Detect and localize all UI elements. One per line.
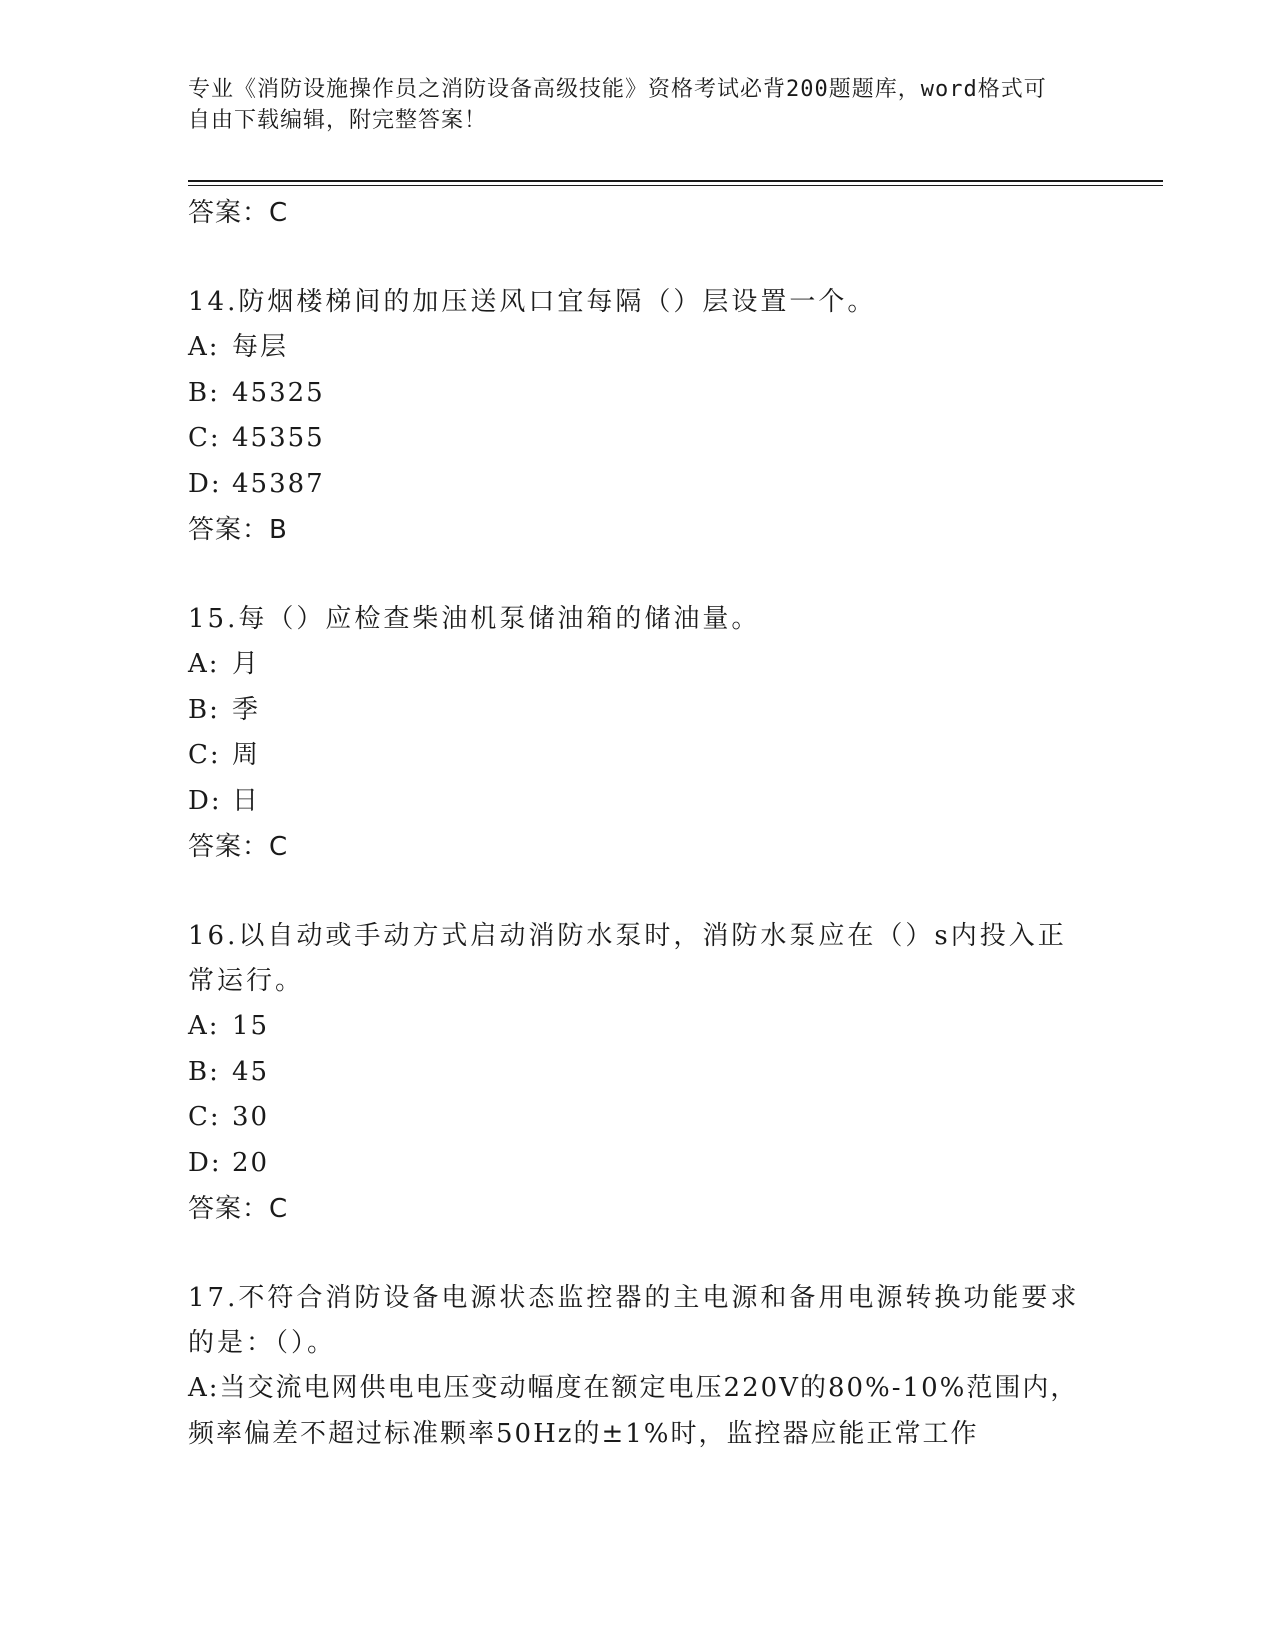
question-block (188, 280, 1088, 553)
option-letter: A: (188, 1011, 220, 1041)
option-text: 周 (232, 740, 261, 770)
question-list (188, 190, 1088, 1457)
option-text: 20 (232, 1147, 270, 1178)
question-text: 14.防烟楼梯间的加压送风口宜每隔（）层设置一个。 (188, 287, 877, 317)
option-item (188, 733, 1088, 779)
option-text: 当交流电网供电电压变动幅度在额定电压220V的80%-10%范围内，频率偏差不超过标准颗率50Hz的±1%时，监控器应能正常工作 (188, 1373, 1079, 1449)
header-divider (188, 180, 1163, 182)
option-text: 15 (232, 1011, 270, 1041)
option-item (188, 1366, 1088, 1457)
answer-line: 答案：C (188, 1194, 289, 1224)
document-header: 专业《消防设施操作员之消防设备高级技能》资格考试必背200题题库，word格式可自由下载编辑，附完整答案！ (188, 77, 1047, 133)
option-letter: D: (188, 1147, 222, 1178)
option-letter: C: (188, 740, 221, 770)
option-item (188, 1050, 1088, 1096)
question-text: 17.不符合消防设备电源状态监控器的主电源和备用电源转换功能要求的是：（）。 (188, 1283, 1080, 1358)
option-item (188, 642, 1088, 688)
option-text: 季 (232, 694, 261, 725)
option-letter: B: (188, 694, 220, 725)
option-text: 每层 (232, 332, 289, 362)
answer-line: 答案：C (188, 832, 289, 862)
option-letter: C: (188, 1102, 221, 1132)
question-block (188, 914, 1088, 1232)
option-text: 45 (232, 1056, 270, 1087)
option-letter: C: (188, 423, 221, 453)
option-letter: D: (188, 468, 222, 499)
option-item (188, 1141, 1088, 1187)
option-text: 45387 (232, 468, 325, 499)
option-text: 30 (232, 1102, 270, 1132)
option-text: 45355 (232, 423, 325, 453)
question-text: 15.每（）应检查柴油机泵储油箱的储油量。 (188, 604, 761, 634)
option-item (188, 416, 1088, 462)
option-letter: B: (188, 1056, 220, 1087)
option-letter: B: (188, 377, 220, 408)
option-item (188, 462, 1088, 508)
answer-line: 答案：C (188, 198, 289, 228)
question-block (188, 1276, 1088, 1457)
question-block (188, 597, 1088, 870)
option-letter: A: (188, 332, 220, 362)
option-item (188, 1095, 1088, 1141)
option-letter: A: (188, 1373, 220, 1403)
option-item (188, 688, 1088, 734)
option-text: 日 (232, 785, 261, 816)
option-item (188, 325, 1088, 371)
option-text: 月 (232, 649, 261, 679)
option-letter: D: (188, 785, 222, 816)
option-text: 45325 (232, 377, 325, 408)
header-divider-thin (188, 185, 1163, 186)
option-item (188, 1004, 1088, 1050)
option-letter: A: (188, 649, 220, 679)
option-item (188, 371, 1088, 417)
answer-line: 答案：B (188, 515, 288, 545)
option-item (188, 779, 1088, 825)
question-text: 16.以自动或手动方式启动消防水泵时，消防水泵应在（）s内投入正常运行。 (188, 921, 1067, 996)
